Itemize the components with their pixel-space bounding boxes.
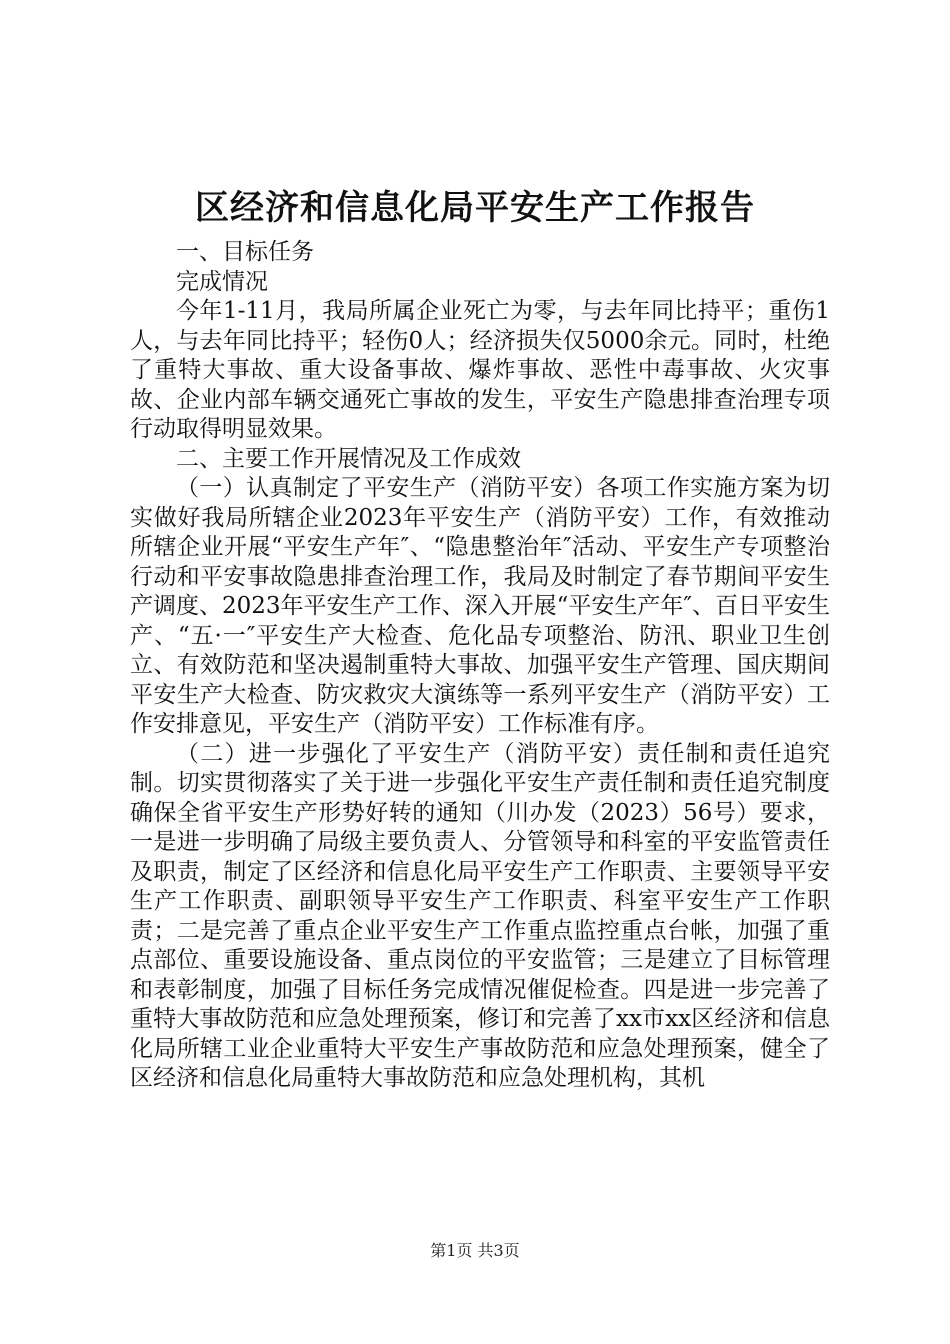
document-body bbox=[130, 238, 830, 1094]
heading-main-work: 二、主要工作开展情况及工作成效 bbox=[176, 445, 521, 472]
paragraph-section-two: （二）进一步强化了平安生产（消防平安）责任制和责任追究制。切实贯彻落实了关于进一步强化平安生产责任制和责任追究制度确保全省平安生产形势好转的通知（川办发（2023）56号）要求，一是进一步明确了局级主要负责人、分管领导和科室的平安监管责任及职责，制定了区经济和信息化局平安生产工作职责、主要领导平安生产工作职责、副职领导平安生产工作职责、科室平安生产工作职责；二是完善了重点企业平安生产工作重点监控重点台帐，加强了重点部位、重要设施设备、重点岗位的平安监管；三是建立了目标管理和表彰制度，加强了目标任务完成情况催促检查。四是进一步完善了重特大事故防范和应急处理预案，修订和完善了xx市xx区经济和信息化局所辖工业企业重特大平安生产事故防范和应急处理预案，健全了区经济和信息化局重特大事故防范和应急处理机构，其机 bbox=[130, 740, 830, 1091]
heading-targets: 一、目标任务 bbox=[176, 239, 314, 265]
document-title: 区经济和信息化局平安生产工作报告 bbox=[195, 188, 755, 228]
paragraph-completion-summary: 今年1-11月，我局所属企业死亡为零，与去年同比持平；重伤1人，与去年同比持平；轻伤0人；经济损失仅5000余元。同时，杜绝了重特大事故、重大设备事故、爆炸事故、恶性中毒事故、火灾事故、企业内部车辆交通死亡事故的发生，平安生产隐患排查治理专项行动取得明显效果。 bbox=[130, 298, 830, 442]
page-number-footer: 第1页 共3页 bbox=[430, 1241, 520, 1260]
paragraph-section-one: （一）认真制定了平安生产（消防平安）各项工作实施方案为切实做好我局所辖企业2023年平安生产（消防平安）工作，有效推动所辖企业开展“平安生产年″、“隐患整治年″活动、平安生产专项整治行动和平安事故隐患排查治理工作，我局及时制定了春节期间平安生产调度、2023年平安生产工作、深入开展“平安生产年″、百日平安生产、“五·一″平安生产大检查、危化品专项整治、防汛、职业卫生创立、有效防范和坚决遏制重特大事故、加强平安生产管理、国庆期间平安生产大检查、防灾救灾大演练等一系列平安生产（消防平安）工作安排意见，平安生产（消防平安）工作标准有序。 bbox=[130, 475, 830, 737]
subheading-completion: 完成情况 bbox=[176, 268, 268, 295]
